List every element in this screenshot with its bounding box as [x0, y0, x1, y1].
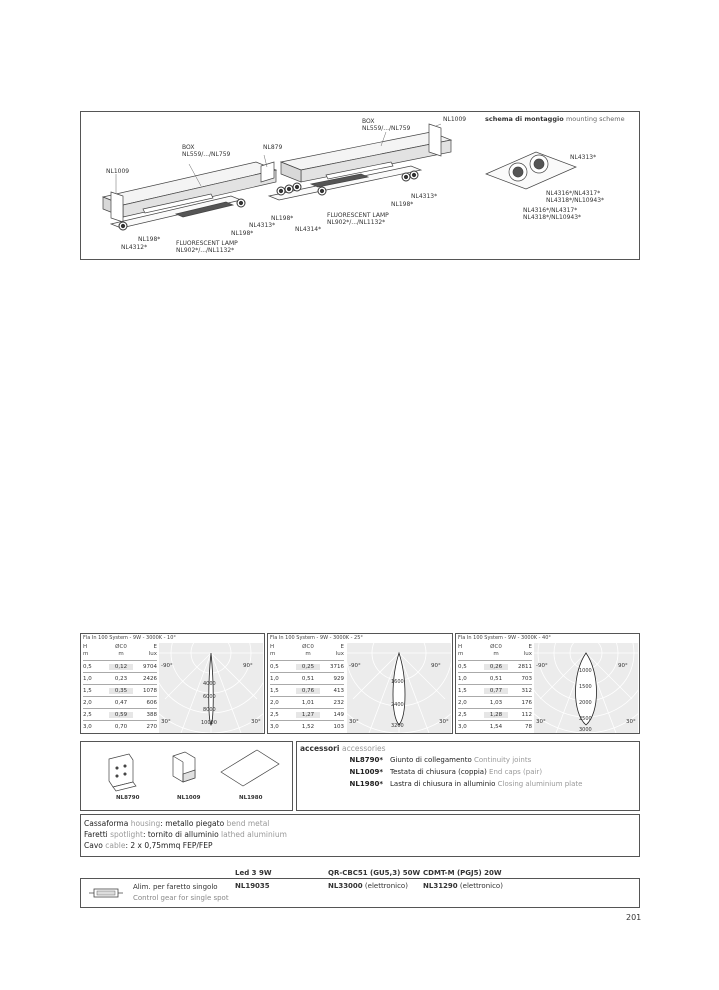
description-cable: Cavo cable: 2 x 0,75mmq FEP/FEP — [84, 841, 213, 850]
table-row — [83, 672, 157, 684]
col-d-unit: m — [118, 651, 124, 657]
gear-col-header-3: CDMT-M (PGJ5) 20W — [423, 869, 502, 877]
table-row — [458, 696, 532, 708]
accessory-item — [333, 756, 531, 764]
accessory-desc-en: Closing aluminium plate — [497, 780, 583, 788]
label-box-right-codes: NL559/.../NL759 — [362, 125, 411, 132]
cell-d: 0,12 — [109, 664, 133, 670]
cell-e: 149 — [333, 711, 344, 718]
cell-h: 1,0 — [270, 675, 279, 682]
cell-d: 1,52 — [301, 723, 315, 730]
label-nl879: NL879 — [263, 144, 283, 151]
polar-label-right: 90° — [243, 663, 253, 669]
label-fluo-left: FLUORESCENT LAMP — [176, 240, 238, 247]
cell-e: 78 — [525, 723, 532, 730]
col-e-unit: lux — [148, 651, 157, 657]
polar-ring-1: 1000 — [579, 668, 592, 674]
table-row — [83, 684, 157, 696]
cell-d: 0,35 — [109, 688, 133, 694]
label-nl198-c: NL198* — [271, 215, 294, 222]
gear-code-1: NL19035 — [235, 882, 270, 890]
gear-code-2: NL33000 (elettronico) — [328, 882, 408, 890]
label-side-b1: NL4316*/NL4317* — [523, 207, 578, 214]
table-row — [83, 708, 157, 720]
gear-label-en: Control gear for single spot — [133, 894, 229, 902]
gear-code-3: NL31290 (elettronico) — [423, 882, 503, 890]
cell-h: 2,0 — [270, 699, 279, 706]
accessory-desc-en: Continuity joints — [474, 756, 532, 764]
cell-h: 2,5 — [270, 711, 279, 718]
polar-label-bl: 30° — [536, 719, 546, 725]
accessory-code: NL1009* — [349, 768, 383, 776]
polar-diagram — [347, 643, 451, 733]
mounting-title: schema di montaggio mounting scheme — [485, 115, 625, 123]
col-h-header: H — [83, 644, 88, 650]
table-row — [270, 672, 344, 684]
label-fluo-right: FLUORESCENT LAMP — [327, 212, 389, 219]
cell-d: 0,76 — [296, 688, 320, 694]
table-row — [270, 708, 344, 720]
col-d-header: ØC0 — [115, 644, 127, 650]
polar-label-right: 90° — [431, 663, 441, 669]
polar-ring-3: 2000 — [579, 700, 592, 706]
col-e-header: E — [340, 644, 344, 650]
cell-e: 3716 — [330, 663, 344, 670]
polar-label-bl: 30° — [349, 719, 359, 725]
polar-label-br: 30° — [251, 719, 261, 725]
photometric-panel-10 — [80, 633, 265, 734]
cell-e: 232 — [333, 699, 344, 706]
cell-e: 2811 — [518, 663, 532, 670]
table-row — [270, 720, 344, 732]
description-spotlight: Faretti spotlight: tornito di alluminio lathed aluminium — [84, 830, 287, 839]
photometric-panel-40 — [455, 633, 640, 734]
photometric-panel-25 — [267, 633, 453, 734]
control-gear-panel — [80, 878, 640, 908]
label-nl198-a: NL198* — [138, 236, 161, 243]
polar-ring-3: 3200 — [391, 723, 404, 729]
cell-e: 703 — [521, 675, 532, 682]
accessory-desc-it: Testata di chiusura (coppia) — [390, 768, 487, 776]
table-row — [83, 696, 157, 708]
polar-label-br: 30° — [626, 719, 636, 725]
label-box-right: BOX — [362, 118, 375, 125]
table-row — [83, 720, 157, 732]
label-nl4313-b: NL4313* — [411, 193, 438, 200]
cell-e: 388 — [146, 711, 157, 718]
cell-h: 1,5 — [458, 687, 467, 694]
photometric-table — [270, 644, 344, 732]
cell-h: 1,5 — [270, 687, 279, 694]
table-row — [458, 660, 532, 672]
col-h-unit: m — [83, 651, 89, 657]
label-fluo-left-codes: NL902*/.../NL1132* — [176, 247, 235, 254]
cell-h: 2,0 — [83, 699, 92, 706]
photometric-title: Fla In 100 System - 9W - 3000K - 40° — [458, 635, 551, 641]
label-nl1009-left: NL1009 — [106, 168, 130, 175]
cell-e: 312 — [521, 687, 532, 694]
cell-d: 0,47 — [114, 699, 128, 706]
photometric-table — [83, 644, 157, 732]
cell-d: 1,54 — [489, 723, 503, 730]
label-side-a2: NL4318*/NL10943* — [546, 197, 605, 204]
polar-diagram — [159, 643, 263, 733]
cell-e: 2426 — [143, 675, 157, 682]
accessory-image-label-nl1980: NL1980 — [239, 795, 263, 801]
cell-h: 2,5 — [83, 711, 92, 718]
gear-col-header-1: Led 3 9W — [235, 869, 272, 877]
col-e-unit: lux — [523, 651, 532, 657]
cell-h: 0,5 — [83, 663, 92, 670]
polar-label-right: 90° — [618, 663, 628, 669]
polar-ring-5: 3000 — [579, 727, 592, 733]
label-nl198-d: NL198* — [391, 201, 414, 208]
page-number: 201 — [626, 913, 642, 922]
cell-e: 112 — [521, 711, 532, 718]
cell-e: 103 — [333, 723, 344, 730]
table-row — [458, 672, 532, 684]
polar-ring-1: 4000 — [203, 681, 216, 687]
col-h-unit: m — [458, 651, 464, 657]
accessories-panel — [296, 741, 640, 811]
cell-e: 606 — [146, 699, 157, 706]
accessory-item — [333, 768, 542, 776]
cell-d: 1,01 — [301, 699, 315, 706]
cell-e: 9704 — [143, 663, 157, 670]
label-nl4314: NL4314* — [295, 226, 322, 233]
table-row — [458, 720, 532, 732]
gear-label-it: Alim. per faretto singolo — [133, 883, 218, 891]
cell-h: 1,0 — [458, 675, 467, 682]
col-d-header: ØC0 — [490, 644, 502, 650]
label-box-left: BOX — [182, 144, 195, 151]
cell-h: 0,5 — [270, 663, 279, 670]
cell-h: 2,5 — [458, 711, 467, 718]
cell-d: 0,25 — [296, 664, 320, 670]
mounting-scheme-panel — [80, 111, 640, 260]
cell-d: 1,03 — [489, 699, 503, 706]
cell-d: 0,26 — [484, 664, 508, 670]
accessory-images-panel — [80, 741, 293, 811]
accessory-desc-it: Lastra di chiusura in alluminio — [390, 780, 496, 788]
polar-label-left: -90° — [161, 663, 173, 669]
cell-d: 0,23 — [114, 675, 128, 682]
accessory-image-label-nl1009: NL1009 — [177, 795, 201, 801]
table-row — [270, 660, 344, 672]
cell-h: 3,0 — [270, 723, 279, 730]
cell-d: 0,77 — [484, 688, 508, 694]
table-row — [458, 684, 532, 696]
cell-h: 0,5 — [458, 663, 467, 670]
cell-d: 1,28 — [484, 712, 508, 718]
cell-e: 1078 — [143, 687, 157, 694]
table-row — [458, 708, 532, 720]
col-h-header: H — [270, 644, 275, 650]
photometric-title: Fla In 100 System - 9W - 3000K - 10° — [83, 635, 176, 641]
table-row — [83, 660, 157, 672]
col-d-header: ØC0 — [302, 644, 314, 650]
mounting-drawing — [81, 112, 641, 261]
polar-diagram — [534, 643, 638, 733]
col-e-header: E — [153, 644, 157, 650]
polar-ring-1: 1600 — [391, 679, 404, 685]
label-side-b2: NL4318*/NL10943* — [523, 214, 582, 221]
label-side-nl4313: NL4313* — [570, 154, 597, 161]
polar-label-left: -90° — [536, 663, 548, 669]
polar-label-br: 30° — [439, 719, 449, 725]
accessory-item — [333, 780, 582, 788]
polar-ring-3: 8000 — [203, 707, 216, 713]
label-fluo-right-codes: NL902*/.../NL1132* — [327, 219, 386, 226]
col-h-unit: m — [270, 651, 276, 657]
col-d-unit: m — [493, 651, 499, 657]
label-side-a1: NL4316*/NL4317* — [546, 190, 601, 197]
accessory-image-label-nl8790: NL8790 — [116, 795, 140, 801]
accessory-code: NL8790* — [349, 756, 383, 764]
cell-h: 3,0 — [458, 723, 467, 730]
control-gear-icon — [89, 888, 123, 898]
accessory-desc-it: Giunto di collegamento — [390, 756, 472, 764]
polar-ring-2: 1500 — [579, 684, 592, 690]
polar-label-bl: 30° — [161, 719, 171, 725]
description-housing: Cassaforma housing: metallo piegato bend metal — [84, 819, 270, 828]
cell-e: 413 — [333, 687, 344, 694]
polar-ring-4: 2500 — [579, 716, 592, 722]
label-nl198-b: NL198* — [231, 230, 254, 237]
label-nl1009-right: NL1009 — [443, 116, 467, 123]
cell-h: 2,0 — [458, 699, 467, 706]
polar-ring-4: 10000 — [201, 720, 217, 726]
cell-d: 0,59 — [109, 712, 133, 718]
table-row — [270, 684, 344, 696]
polar-ring-2: 6000 — [203, 694, 216, 700]
cell-d: 0,51 — [489, 675, 503, 682]
photometric-title: Fla In 100 System - 9W - 3000K - 25° — [270, 635, 363, 641]
accessory-code: NL1980* — [349, 780, 383, 788]
photometric-table — [458, 644, 532, 732]
gear-col-header-2: QR-CBC51 (GU5,3) 50W — [328, 869, 421, 877]
description-panel — [80, 814, 640, 857]
cell-h: 1,5 — [83, 687, 92, 694]
cell-e: 176 — [521, 699, 532, 706]
label-box-left-codes: NL559/.../NL759 — [182, 151, 231, 158]
label-nl4312: NL4312* — [121, 244, 148, 251]
cell-h: 1,0 — [83, 675, 92, 682]
cell-e: 929 — [333, 675, 344, 682]
accessory-desc-en: End caps (pair) — [489, 768, 543, 776]
cell-e: 270 — [146, 723, 157, 730]
table-row — [270, 696, 344, 708]
col-h-header: H — [458, 644, 463, 650]
col-e-header: E — [528, 644, 532, 650]
accessories-title: accessori accessories — [300, 744, 386, 753]
col-e-unit: lux — [335, 651, 344, 657]
col-d-unit: m — [305, 651, 311, 657]
label-nl4313-a: NL4313* — [249, 222, 276, 229]
cell-h: 3,0 — [83, 723, 92, 730]
cell-d: 0,70 — [114, 723, 128, 730]
polar-ring-2: 2400 — [391, 702, 404, 708]
polar-label-left: -90° — [349, 663, 361, 669]
cell-d: 0,51 — [301, 675, 315, 682]
cell-d: 1,27 — [296, 712, 320, 718]
